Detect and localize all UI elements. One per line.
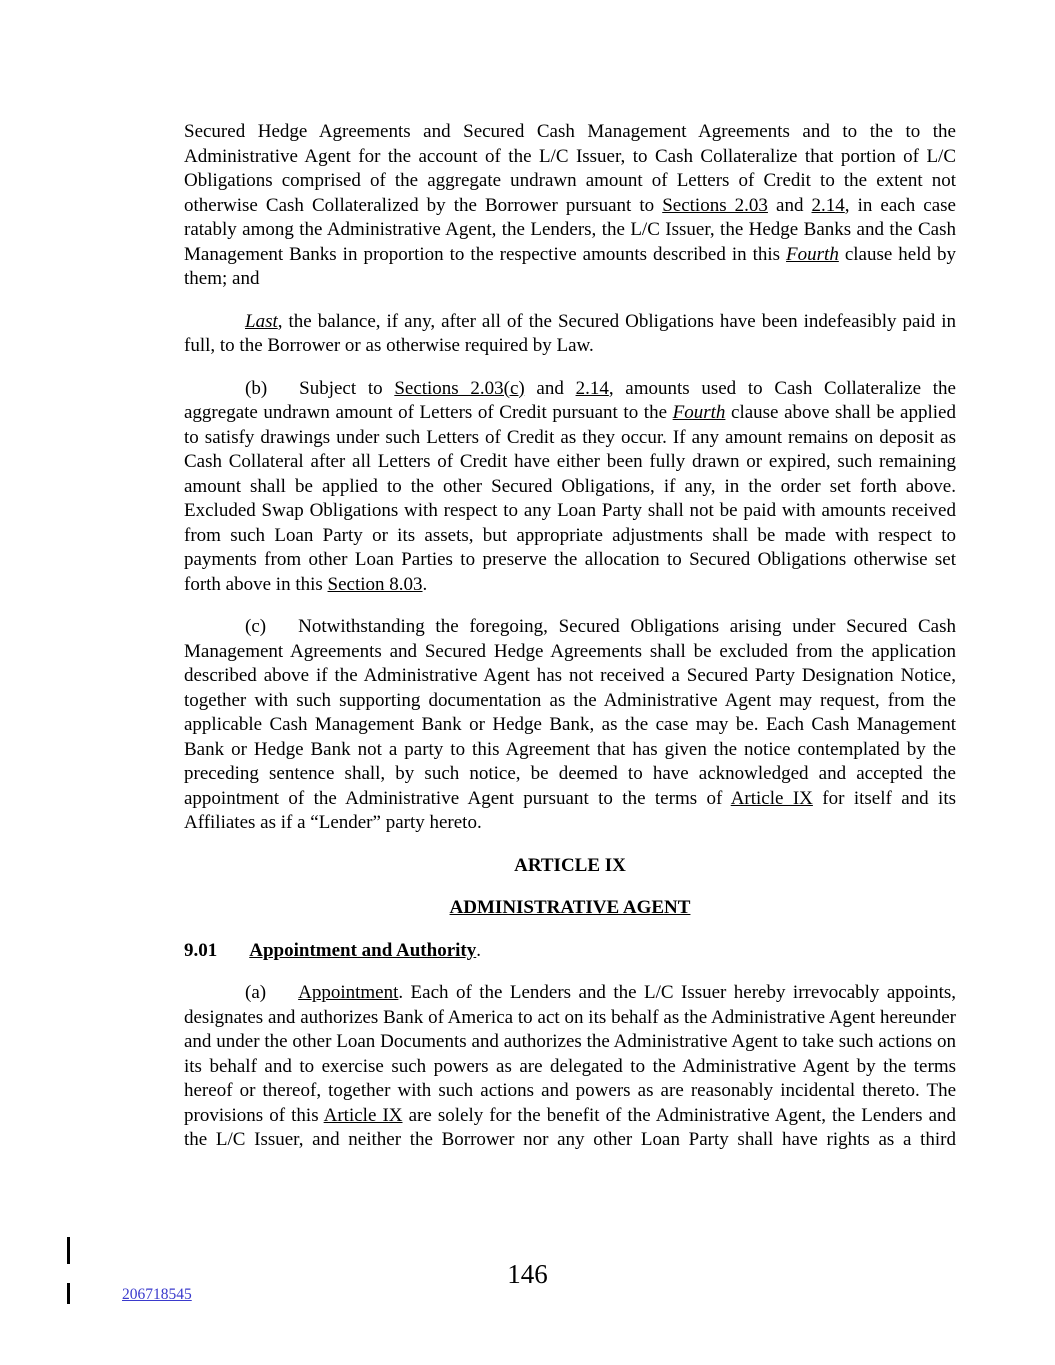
text-run: Subject to <box>299 377 395 399</box>
text-run: , amounts used to Cash Collateralize the aggregate undrawn amount of Letters of Credit pursuant to the <box>184 377 956 423</box>
text-run: Sections 2.03 <box>662 194 768 216</box>
heading-administrative-agent <box>184 896 956 921</box>
text-run: 2.14 <box>575 377 609 399</box>
text-run: Secured Hedge Agreements and Secured Cash Management Agreements and to the to the Administrative Agent for the account of the L/C Issuer, to Cash Collateralize that portion of L/C Obligations comprised of the aggregate undrawn amount of Letters of Credit to the extent not otherwise Cash Collateralized by the Borrower pursuant to <box>184 121 956 216</box>
para-c <box>184 615 956 836</box>
text-run: Fourth <box>786 243 839 265</box>
text-run: Sections 2.03(c) <box>394 377 525 399</box>
text-run: (b) <box>245 377 268 399</box>
para-fourth-clause <box>184 120 956 292</box>
text-run: and <box>524 377 576 399</box>
text-run: are solely for the benefit of the Administrative Agent, the Lenders and the L/C Issuer, and neither the Borrower nor any other Loan Party shall have rights as a third <box>184 1104 956 1150</box>
text-run: for itself and its Affiliates as if a “Lender” party hereto. <box>184 787 956 833</box>
text-run: , the balance, if any, after all of the Secured Obligations have been indefeasibly paid in full, to the Borrower or as otherwise required by Law. <box>184 310 956 356</box>
text-run: (a) <box>245 982 267 1003</box>
text-run: Article IX <box>730 787 813 809</box>
text-run: Fourth <box>672 402 726 423</box>
text-run: , in each case ratably among the Administrative Agent, the Lenders, the L/C Issuer, the Hedge Banks and the Cash Management Banks in proportion to the respective amounts described in this <box>184 194 956 265</box>
text-run: . Each of the Lenders and the L/C Issuer hereby irrevocably appoints, designates and authorizes Bank of America to act on its behalf as the Administrative Agent hereunder and under the other Loan Documents and authorizes the Administrative Agent to take such actions on its behalf and to exercise such powers as are delegated to the Administrative Agent by the terms hereof or thereof, together with such actions and powers as are reasonably incidental thereto. The provisions of this <box>184 982 956 1126</box>
text-run: clause held by them; and <box>184 243 956 289</box>
text-run: . <box>422 573 428 595</box>
text-run: Notwithstanding the foregoing, Secured Obligations arising under Secured Cash Management Agreements and Secured Hedge Agreements shall be excluded from the application described above if the Administrative Agent has not received a Secured Party Designation Notice, together with such supporting documentation as the Administrative Agent may request, from the applicable Cash Management Bank or Hedge Bank, as the case may be. Each Cash Management Bank or Hedge Bank not a party to this Agreement that has given the notice contemplated by the preceding sentence shall, by such notice, be deemed to have acknowledged and accepted the appointment of the Administrative Agent pursuant to the terms of <box>184 616 956 809</box>
text-run: Section 8.03 <box>327 573 423 595</box>
heading-9-01-appointment-and-authority <box>184 939 956 964</box>
text-run: Appointment <box>298 982 399 1003</box>
text-run: (c) <box>245 616 267 637</box>
document-body <box>184 120 956 1171</box>
text-run: 9.01 <box>184 939 218 961</box>
text-run: clause above shall be applied to satisfy drawings under such Letters of Credit as they occur. If any amount remains on deposit as Cash Collateral after all Letters of Credit have either been fully drawn or expired, such remaining amount shall be applied to the other Secured Obligations, if any, in the order set forth above. Excluded Swap Obligations with respect to any Loan Party shall not be paid with amounts received from such Loan Party or its assets, but appropriate adjustments shall be made with respect to payments from other Loan Parties to preserve the allocation to Secured Obligations otherwise set forth above in this <box>184 402 956 595</box>
text-run: ADMINISTRATIVE AGENT <box>449 897 691 918</box>
text-run: 2.14 <box>811 194 845 216</box>
text-run: ARTICLE IX <box>514 854 626 876</box>
para-b <box>184 377 956 598</box>
text-run: Appointment and Authority <box>249 939 477 961</box>
page-number: 146 <box>507 1259 548 1289</box>
text-run: . <box>476 939 481 961</box>
text-run: and <box>767 194 812 216</box>
heading-article-ix <box>184 854 956 879</box>
para-a <box>184 981 956 1153</box>
text-run: Article IX <box>323 1104 403 1126</box>
text-run: Last <box>245 310 278 332</box>
para-last-clause <box>184 310 956 359</box>
document-id-link[interactable]: 206718545 <box>122 1286 192 1303</box>
